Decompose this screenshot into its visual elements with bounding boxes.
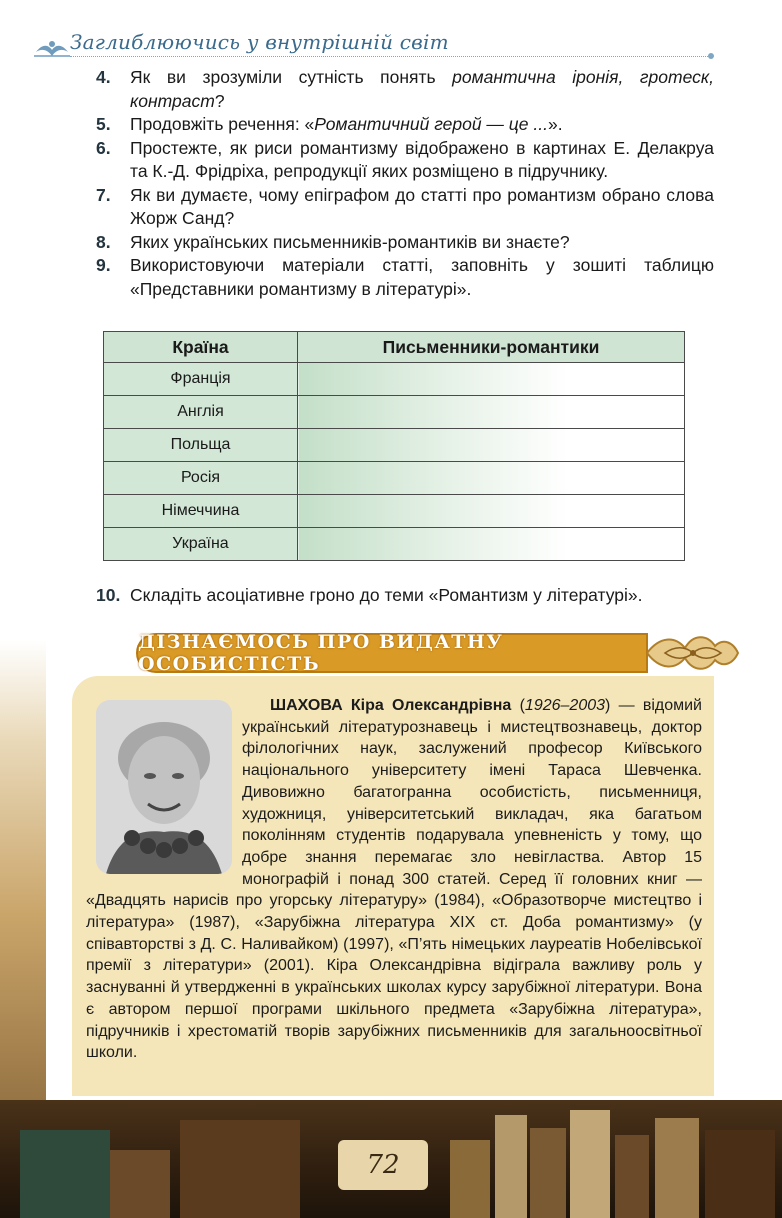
left-decorative-strip [0, 640, 46, 1140]
fleur-ornament-icon [32, 34, 72, 64]
question-number: 5. [96, 114, 111, 134]
question-text-segment: Як ви зрозуміли сутність понять [130, 67, 453, 87]
question-text [130, 231, 714, 255]
question-text: Складіть асоціативне гроно до теми «Романтизм у літературі». [130, 585, 643, 605]
writers-cell-empty [298, 495, 685, 528]
question-text [130, 137, 714, 184]
country-cell: Франція [104, 363, 298, 396]
table-row [104, 462, 685, 495]
question-text [130, 113, 714, 137]
question-text-segment: Використовуючи матеріали статті, заповніть у зошиті таблицю «Представники романтизму в літературі». [130, 255, 714, 299]
question-item [96, 113, 714, 137]
writers-cell-empty [298, 363, 685, 396]
question-list [96, 66, 714, 301]
question-italic-term: Романтичний герой — це ... [314, 114, 548, 134]
writers-cell-empty [298, 528, 685, 561]
country-cell: Україна [104, 528, 298, 561]
question-item [96, 137, 714, 184]
writers-cell-empty [298, 429, 685, 462]
scroll-ornament-icon [645, 628, 740, 678]
page-number: 72 [366, 1150, 400, 1180]
biography-text: ШАХОВА Кіра Олександрівна (1926–2003) — відомий український літературознавець і мистецтвознавець, доктор філологічних наук, заслужений професор Київського національного університету імені Тараса Шевченка. Дивовижно багатогранна особистість, письменниця, художниця, університетський викладач, яка багатьом поколінням студентів подарувала упевненість у тому, що добре знання перемагає зло невігластва. Автор 15 монографій і понад 300 статей. Серед її головних книг — «Двадцять нарисів про угорську літературу» (1984), «Образотворче мистецтво і література» (1987), «Зарубіжна література XIX ст. Доба романтизму» (у співавторстві з Д. С. Наливайком) (1997), «П’ять німецьких лауреатів Нобелівської премії з літератури» (2001). Кіра Олександрівна відіграла важливу роль у заснуванні й утвердженні в українських школах курсу зарубіжної літератури. Вона є автором першої програми шкільного предмета «Зарубіжна література», підручників і хрестоматій творів зарубіжних письменників для загальноосвітньої школи. [86, 697, 702, 1062]
question-number: 4. [96, 67, 111, 87]
table-row [104, 363, 685, 396]
country-cell: Німеччина [104, 495, 298, 528]
header-dotted-line [70, 56, 710, 57]
question-number: 8. [96, 231, 111, 252]
question-number: 6. [96, 137, 111, 158]
table-row [104, 429, 685, 462]
question-italic-term: романтична іронія, гротеск, контраст [130, 67, 714, 111]
question-text-segment: ? [214, 90, 225, 111]
table-header-row [104, 332, 685, 363]
question-text [130, 184, 714, 231]
country-cell: Польща [104, 429, 298, 462]
question-item [96, 66, 714, 113]
header-end-dot [708, 53, 714, 59]
table-header-writers: Письменники-романтики [298, 332, 685, 363]
question-text [130, 254, 714, 301]
question-text-segment: Як ви думаєте, чому епіграфом до статті про романтизм обрано слова Жорж Санд? [130, 184, 714, 228]
country-cell: Росія [104, 462, 298, 495]
table-header-country: Країна [104, 332, 298, 363]
romanticism-table [103, 331, 685, 561]
page-header [0, 0, 782, 66]
question-text-segment: Яких українських письменників-романтиків ви знаєте? [130, 231, 570, 252]
question-number: 7. [96, 184, 111, 205]
table-row [104, 396, 685, 429]
question-item [96, 184, 714, 231]
question-text-segment: ». [547, 114, 563, 134]
writers-cell-empty [298, 462, 685, 495]
question-text [130, 66, 714, 113]
country-cell: Англія [104, 396, 298, 429]
question-text-segment: Простежте, як риси романтизму відображено в картинах Е. Делакруа та К.-Д. Фрідріха, репродукції яких розміщено в підручнику. [130, 137, 714, 181]
bio-body: — відомий український літературознавець і мистецтвознавець, доктор філологічних наук, заслужений професор Київського національного університету імені Тараса Шевченка. Дивовижно багатогранна особистість, письменниця, художниця, університетський викладач, яка багатьом поколінням студентів подарувала упевненість у тому, що добре знання перемагає зло невігластва. Автор 15 монографій і понад 300 статей. Серед її головних книг — «Двадцять нарисів про угорську літературу» (1984), «Образотворче мистецтво і література» (1987), «Зарубіжна література XIX ст. Доба романтизму» (у співавторстві з Д. С. Наливайком) (1997), «П’ять німецьких лауреатів Нобелівської премії з літератури» (2001). Кіра Олександрівна відіграла важливу роль у заснуванні й утвердженні в українських школах курсу зарубіжної літератури. Вона є автором першої програми шкільного предмета «Зарубіжна література», підручників і хрестоматій творів зарубіжних письменників для загальноосвітньої школи. [86, 697, 702, 1062]
table-row [104, 495, 685, 528]
bio-years: 1926–2003 [524, 697, 606, 714]
question-number: 9. [96, 255, 111, 275]
section-banner-title: ДІЗНАЄМОСЬ ПРО ВИДАТНУ ОСОБИСТІСТЬ [138, 631, 504, 675]
question-10 [96, 585, 736, 606]
question-text-segment: Продовжіть речення: « [130, 114, 315, 134]
bio-name: ШАХОВА Кіра Олександрівна [270, 697, 512, 714]
writers-cell-empty [298, 396, 685, 429]
question-item [96, 254, 714, 301]
section-banner [136, 633, 648, 673]
question-item [96, 231, 714, 255]
running-header-title: Заглиблюючись у внутрішній світ [70, 30, 449, 54]
table-row [104, 528, 685, 561]
question-number: 10. [96, 585, 121, 605]
